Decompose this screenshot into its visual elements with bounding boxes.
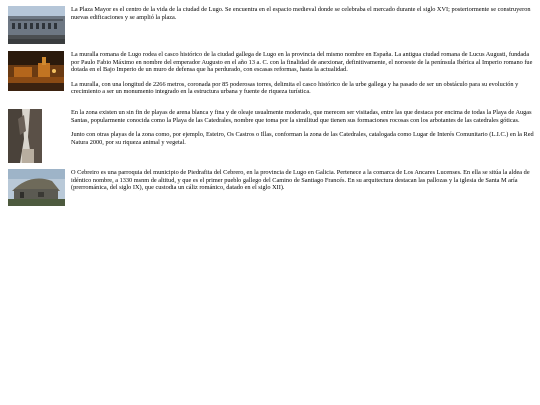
catedrales-beach-image [8,109,42,163]
plaza-mayor-description [71,6,536,21]
paragraph: La muralla, con una longitud de 2266 metros, coronada por 85 poderosas torres, delimita el casco histórico de la urbe gallega y ha pasado de ser un obstáculo para su evolución y crecimiento a ser un monumento integrado en la estructura urbana y fuente de riqueza turística. [71,80,519,96]
entry-catedrales [8,109,536,164]
paragraph: La muralla romana de Lugo rodea el casco histórico de la ciudad gallega de Lugo en la provincia del mismo nombre en España. La antigua ciudad romana de Lucus Augusti, fundada por Paulo Fabio Máximo en nombre del emperador Augusto en el año 13 a. C. con la finalidad de anexionar, definitivamente, el noroeste de la península Ibérica al Imperio romano fue dotada en el Bajo Imperio de un muro de defensa que ha perdurado, con escasas reformas, hasta la actualidad. [71,51,533,74]
plaza-mayor-image [8,6,65,44]
paragraph: En la zona existen un sin fin de playas de arena blanca y fina y de oleaje usualmente moderado, que merecen ser visitadas, entre las que destaca por encima de todas la Playa de Augas Santas, popularmente conocida como la Playa de las Catedrales, nombre que toma por la similitud que tienen sus formaciones rocosas con los arbotantes de las catedrales góticas. [71,109,532,124]
entry-cebreiro [8,169,536,209]
muralla-night-image [8,51,64,91]
entry-plaza-mayor [8,6,536,46]
cebreiro-description [71,169,536,192]
paragraph: O Cebreiro es una parroquia del municipio de Piedrafita del Cebrero, en la provincia de Lugo en Galicia. Pertenece a la comarca de Los Ancares Lucenses. En ella se sitúa la aldea de idéntico nombre, a 1330 msnm de altitud, y que es el primer pueblo gallego del Camino de Santiago Francés. En su arquitectura destacan las pallozas y la iglesia de Santa M aría (prerrománica, del siglo IX), que custodia un cáliz románico, datado en el siglo XII). [71,169,530,192]
entry-muralla [8,51,536,106]
cebreiro-palloza-image [8,169,65,206]
muralla-description [71,51,536,96]
paragraph: La Plaza Mayor es el centro de la vida de la ciudad de Lugo. Se encuentra en el espacio medieval donde se celebraba el mercado durante el siglo XVI; posteriormente se construyeron nuevas edificaciones y se amplió la plaza. [71,6,531,21]
paragraph: Junto con otras playas de la zona como, por ejemplo, Esteiro, Os Castros o Illas, conforman la zona de las Catedrales, catalogada como Lugar de Interés Comunitario (L.I.C.) en la Red Natura 2000, por su riqueza animal y vegetal. [71,131,534,146]
catedrales-description [71,109,536,146]
